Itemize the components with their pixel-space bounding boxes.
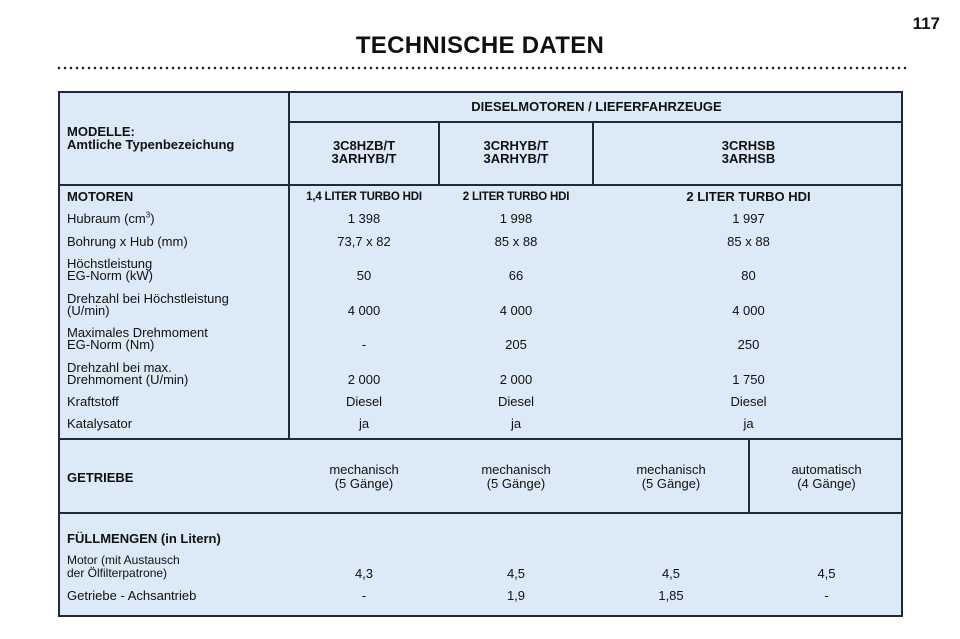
dotted-rule (56, 66, 908, 70)
row-label-power: Höchstleistung (67, 256, 153, 271)
row-label-engine-oil-sub: der Ölfilterpatrone) (67, 566, 168, 580)
cell: 4,5 (661, 566, 681, 581)
models-label: MODELLE: (67, 124, 135, 139)
cell: 85 x 88 (727, 234, 770, 249)
cell: 4 000 (347, 303, 381, 318)
engines-section-label: MOTOREN (67, 189, 134, 204)
cell: 1 997 (732, 211, 765, 226)
row-label-engine-oil: Motor (mit Austausch (67, 553, 180, 567)
cell: 1,9 (506, 588, 526, 603)
row-label-torque-rpm-sub: Drehmoment (U/min) (67, 372, 189, 387)
gearbox-1-sub: (5 Gänge) (334, 476, 394, 491)
cell: 4 000 (732, 303, 765, 318)
row-label-bore-stroke: Bohrung x Hub (mm) (67, 234, 188, 249)
cell: ja (743, 416, 754, 431)
cell: 85 x 88 (494, 234, 538, 249)
divider-engines-bottom (60, 438, 903, 440)
row-label-gearbox-oil: Getriebe - Achsantrieb (67, 588, 197, 603)
cell: - (824, 588, 829, 603)
group-label: DIESELMOTOREN / LIEFERFAHRZEUGE (471, 99, 722, 114)
model-3-alt: 3ARHSB (721, 151, 776, 166)
engine-name-3: 2 LITER TURBO HDI (686, 189, 811, 204)
gearbox-2: mechanisch (481, 462, 551, 477)
model-2: 3CRHYB/T (483, 138, 549, 153)
cell: 205 (505, 337, 527, 352)
cell: Diesel (497, 394, 535, 409)
row-label-displacement: Hubraum $(cm^3)$ (67, 210, 155, 226)
engine-name-2: 2 LITER TURBO HDI (462, 191, 570, 203)
cell: - (361, 588, 367, 603)
cell: 4,5 (817, 566, 836, 581)
models-label-sub: Amtliche Typenbezeichung (67, 137, 235, 152)
gearbox-3-sub: (5 Gänge) (641, 476, 701, 491)
gearbox-4-sub: (4 Gänge) (797, 476, 856, 491)
row-label-torque-rpm: Drehzahl bei max. (67, 360, 172, 375)
cell: 66 (508, 268, 524, 283)
gearbox-1: mechanisch (329, 462, 399, 477)
divider-header-bottom (60, 184, 903, 186)
cell: 4 000 (499, 303, 533, 318)
cell: 80 (741, 268, 756, 283)
row-label-power-sub: EG-Norm (kW) (67, 268, 153, 283)
row-label-torque-sub: EG-Norm (Nm) (67, 337, 155, 352)
model-2-alt: 3ARHYB/T (483, 151, 549, 166)
divider-header-top (289, 121, 903, 123)
cell: ja (510, 416, 522, 431)
cell: 1 998 (499, 211, 533, 226)
row-label-torque: Maximales Drehmoment (67, 325, 208, 340)
cell: 1,85 (658, 588, 684, 603)
model-3: 3CRHSB (721, 138, 776, 153)
gearbox-label: GETRIEBE (67, 470, 134, 485)
capacities-label: FÜLLMENGEN (in Litern) (67, 531, 221, 546)
cell: 1 750 (732, 372, 765, 387)
gearbox-2-sub: (5 Gänge) (486, 476, 546, 491)
cell: - (361, 337, 367, 352)
cell: ja (358, 416, 370, 431)
gearbox-4: automatisch (791, 462, 862, 477)
cell: Diesel (730, 394, 767, 409)
row-label-catalyst: Katalysator (67, 416, 133, 431)
cell: 4,3 (354, 566, 374, 581)
page-number: 117 (912, 14, 940, 33)
divider-gearbox-bottom (60, 512, 903, 514)
cell: 2 000 (499, 372, 533, 387)
cell: Diesel (345, 394, 383, 409)
model-1-alt: 3ARHYB/T (331, 151, 397, 166)
engine-name-1: 1,4 LITER TURBO HDI (306, 191, 422, 203)
cell: 50 (356, 268, 372, 283)
row-label-power-rpm: Drehzahl bei Höchstleistung (67, 291, 229, 306)
page-title: TECHNISCHE DATEN (355, 32, 605, 59)
model-1: 3C8HZB/T (332, 138, 396, 153)
cell: 4,5 (506, 566, 526, 581)
cell: 1 398 (347, 211, 381, 226)
cell: 73,7 x 82 (337, 234, 391, 249)
cell: 250 (737, 337, 760, 352)
specs-table (58, 91, 903, 617)
gearbox-3: mechanisch (636, 462, 706, 477)
row-label-power-rpm-sub: (U/min) (67, 303, 110, 318)
cell: 2 000 (347, 372, 381, 387)
row-label-fuel: Kraftstoff (67, 394, 119, 409)
